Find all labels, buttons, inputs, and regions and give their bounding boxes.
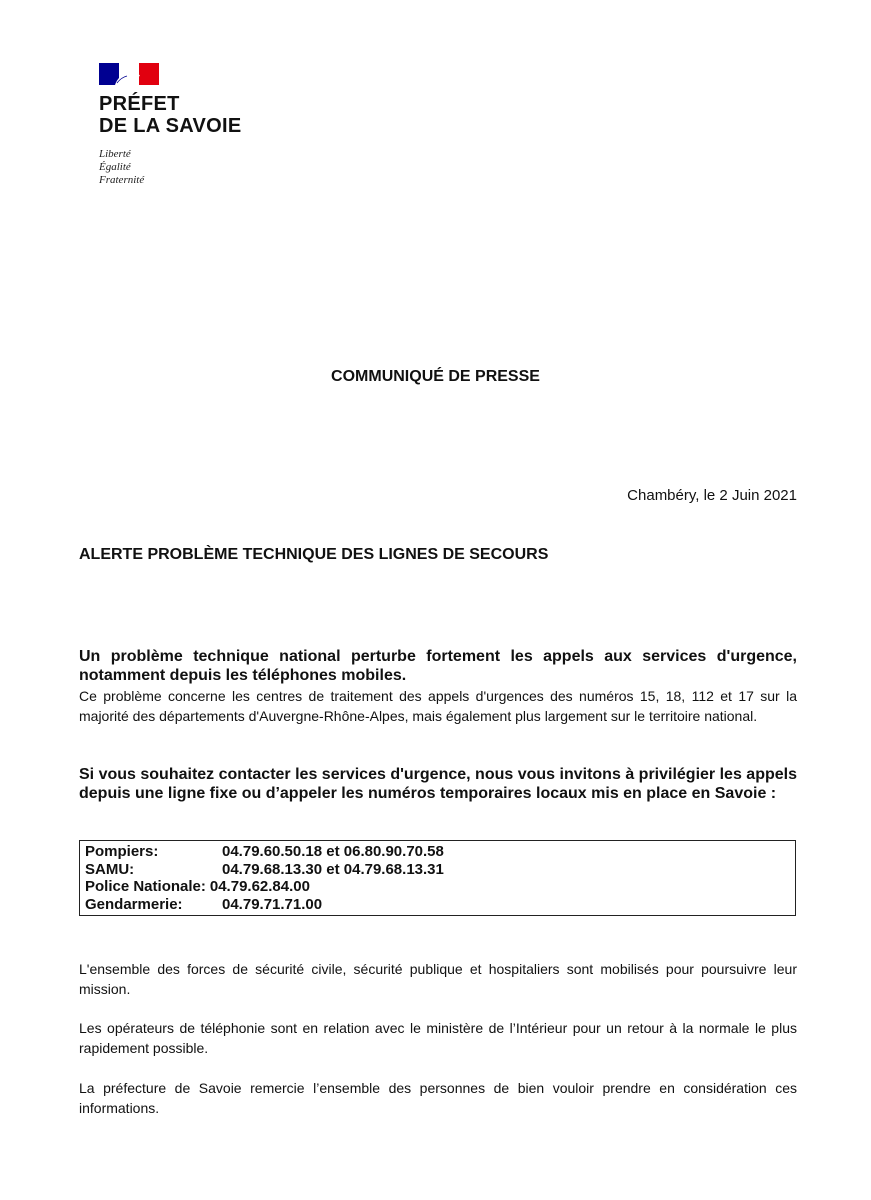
date-line: Chambéry, le 2 Juin 2021 <box>627 487 797 504</box>
emergency-label: Gendarmerie: <box>85 895 183 913</box>
closing-paragraph-operators: Les opérateurs de téléphonie sont en relation avec le ministère de l’Intérieur pour un retour à la normale le plus rapidement possible. <box>79 1020 797 1056</box>
document-title: COMMUNIQUÉ DE PRESSE <box>331 368 540 385</box>
emergency-row-samu <box>85 861 790 879</box>
detail-paragraph: Ce problème concerne les centres de traitement des appels d'urgences des numéros 15, 18, 112 et 17 sur la majorité des départements d'Auvergne-Rhône-Alpes, mais également plus largement sur le territoire national. <box>79 688 797 724</box>
prefecture-name-line2: DE LA SAVOIE <box>99 115 242 137</box>
emergency-number: 04.79.60.50.18 et 06.80.90.70.58 <box>222 843 444 860</box>
emergency-numbers-box <box>79 840 796 916</box>
emergency-number: 04.79.68.13.30 et 04.79.68.13.31 <box>222 860 444 878</box>
motto-fraternite: Fraternité <box>99 174 145 186</box>
motto-liberte: Liberté <box>99 148 131 160</box>
emergency-number: 04.79.71.71.00 <box>222 895 323 913</box>
emergency-label: SAMU: <box>85 860 135 878</box>
invite-paragraph: Si vous souhaitez contacter les services d'urgence, nous vous invitons à privilégier les appels depuis une ligne fixe ou d’appeler les numéros temporaires locaux mis en place en Savoie : <box>79 766 797 802</box>
headline: ALERTE PROBLÈME TECHNIQUE DES LIGNES DE SECOURS <box>79 546 549 563</box>
closing-paragraph-thanks: La préfecture de Savoie remercie l’ensemble des personnes de bien vouloir prendre en considération ces informations. <box>79 1080 797 1116</box>
emergency-label: Police Nationale: <box>85 878 206 895</box>
flag-red-band <box>139 63 159 85</box>
emergency-row-gendarmerie <box>85 896 790 914</box>
emergency-row-police <box>85 878 790 896</box>
lead-paragraph: Un problème technique national perturbe fortement les appels aux services d'urgence, notamment depuis les téléphones mobiles. <box>79 648 797 684</box>
motto-egalite: Égalité <box>99 161 131 173</box>
closing-paragraph-forces: L'ensemble des forces de sécurité civile, sécurité publique et hospitaliers sont mobilisés pour poursuivre leur mission. <box>79 961 797 997</box>
emergency-number: 04.79.62.84.00 <box>209 878 310 895</box>
marianne-flag-icon <box>99 63 159 85</box>
emergency-row-pompiers <box>85 843 790 861</box>
flag-blue-band <box>99 63 119 85</box>
emergency-label: Pompiers: <box>85 843 159 860</box>
prefecture-name-line1: PRÉFET <box>99 93 180 115</box>
